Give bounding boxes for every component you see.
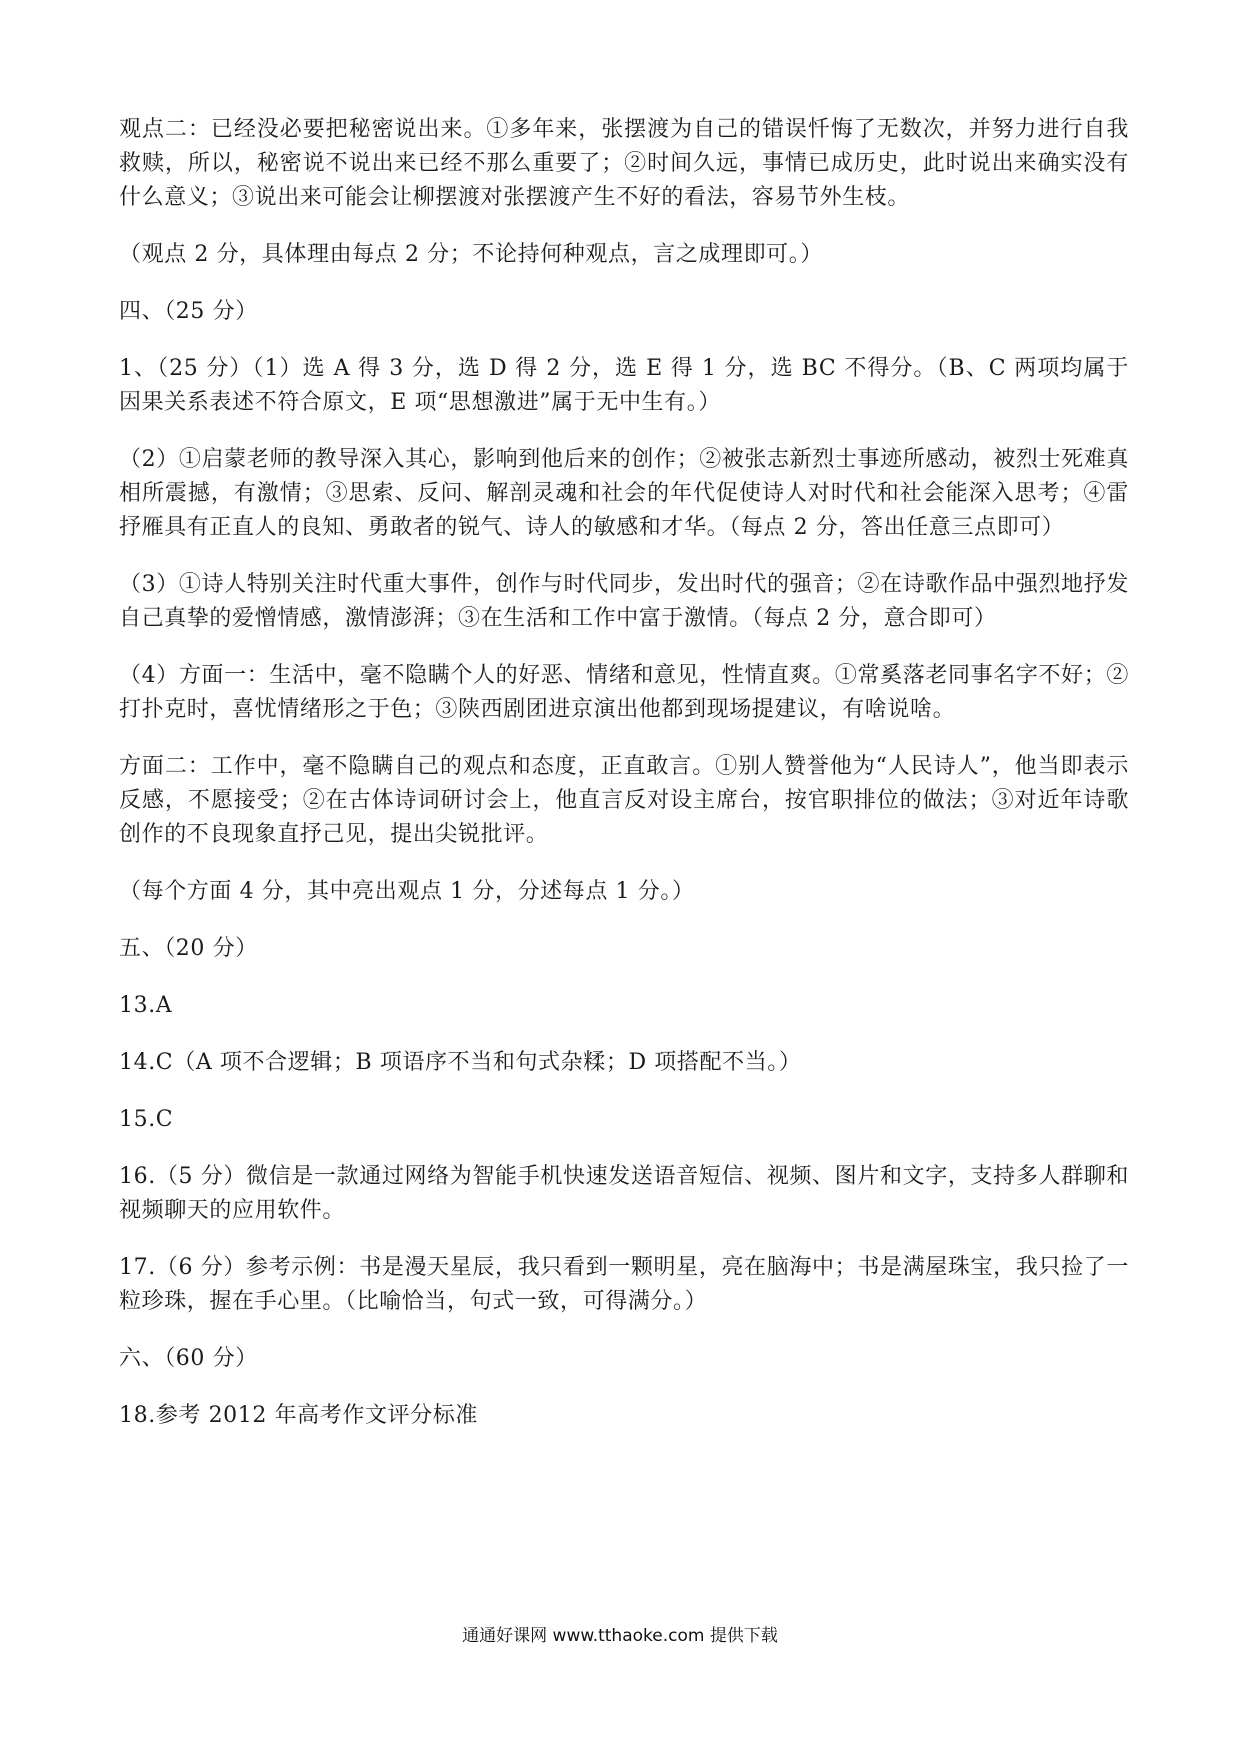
answer-1-part-3: （3）①诗人特别关注时代重大事件，创作与时代同步，发出时代的强音；②在诗歌作品中强烈地抒发自己真挚的爱憎情感，激情澎湃；③在生活和工作中富于激情。（每点 2 分，意合即可） [119, 572, 1129, 631]
answer-1-part-4-aspect-two: 方面二：工作中，毫不隐瞒自己的观点和态度，正直敢言。①别人赞誉他为“人民诗人”，他当即表示反感，不愿接受；②在古体诗词研讨会上，他直言反对设主席台，按官职排位的做法；③对近年诗歌创作的不良现象直抒己见，提出尖锐批评。 [119, 754, 1129, 847]
answer-13: 13.A [119, 993, 173, 1018]
answer-1-part-1: 1、（25 分）（1）选 A 得 3 分，选 D 得 2 分，选 E 得 1 分，选 BC 不得分。（B、C 两项均属于因果关系表述不符合原文，E 项“思想激进”属于无中生有。） [119, 356, 1129, 415]
answer-1-part-4-scoring: （每个方面 4 分，其中亮出观点 1 分，分述每点 1 分。） [119, 879, 695, 904]
answer-15: 15.C [119, 1107, 174, 1132]
section-heading-four: 四、（25 分） [119, 299, 258, 324]
answer-1-part-2: （2）①启蒙老师的教导深入其心，影响到他后来的创作；②被张志新烈士事迹所感动，被烈士死难真相所震撼，有激情；③思索、反问、解剖灵魂和社会的年代促使诗人对时代和社会能深入思考；④雷抒雁具有正直人的良知、勇敢者的锐气、诗人的敏感和才华。（每点 2 分，答出任意三点即可） [119, 447, 1129, 540]
paragraph-viewpoint-two: 观点二：已经没必要把秘密说出来。①多年来，张摆渡为自己的错误忏悔了无数次，并努力进行自我救赎，所以，秘密说不说出来已经不那么重要了；②时间久远，事情已成历史，此时说出来确实没有什么意义；③说出来可能会让柳摆渡对张摆渡产生不好的看法，容易节外生枝。 [119, 117, 1129, 210]
answer-17: 17.（6 分）参考示例：书是漫天星辰，我只看到一颗明星，亮在脑海中；书是满屋珠宝，我只捡了一粒珍珠，握在手心里。（比喻恰当，句式一致，可得满分。） [119, 1255, 1129, 1314]
answer-16: 16.（5 分）微信是一款通过网络为智能手机快速发送语音短信、视频、图片和文字，支持多人群聊和视频聊天的应用软件。 [119, 1164, 1129, 1223]
answer-14: 14.C（A 项不合逻辑；B 项语序不当和句式杂糅；D 项搭配不当。） [119, 1050, 802, 1075]
page-footer: 通通好课网 www.tthaoke.com 提供下载 [462, 1626, 778, 1646]
section-heading-six: 六、（60 分） [119, 1346, 258, 1371]
answer-18: 18.参考 2012 年高考作文评分标准 [119, 1403, 478, 1428]
document-body [119, 113, 1129, 1456]
paragraph-scoring-note: （观点 2 分，具体理由每点 2 分；不论持何种观点，言之成理即可。） [119, 242, 823, 267]
answer-1-part-4-aspect-one: （4）方面一：生活中，毫不隐瞒个人的好恶、情绪和意见，性情直爽。①常奚落老同事名字不好；②打扑克时，喜忧情绪形之于色；③陕西剧团进京演出他都到现场提建议，有啥说啥。 [119, 663, 1129, 722]
section-heading-five: 五、（20 分） [119, 936, 258, 961]
